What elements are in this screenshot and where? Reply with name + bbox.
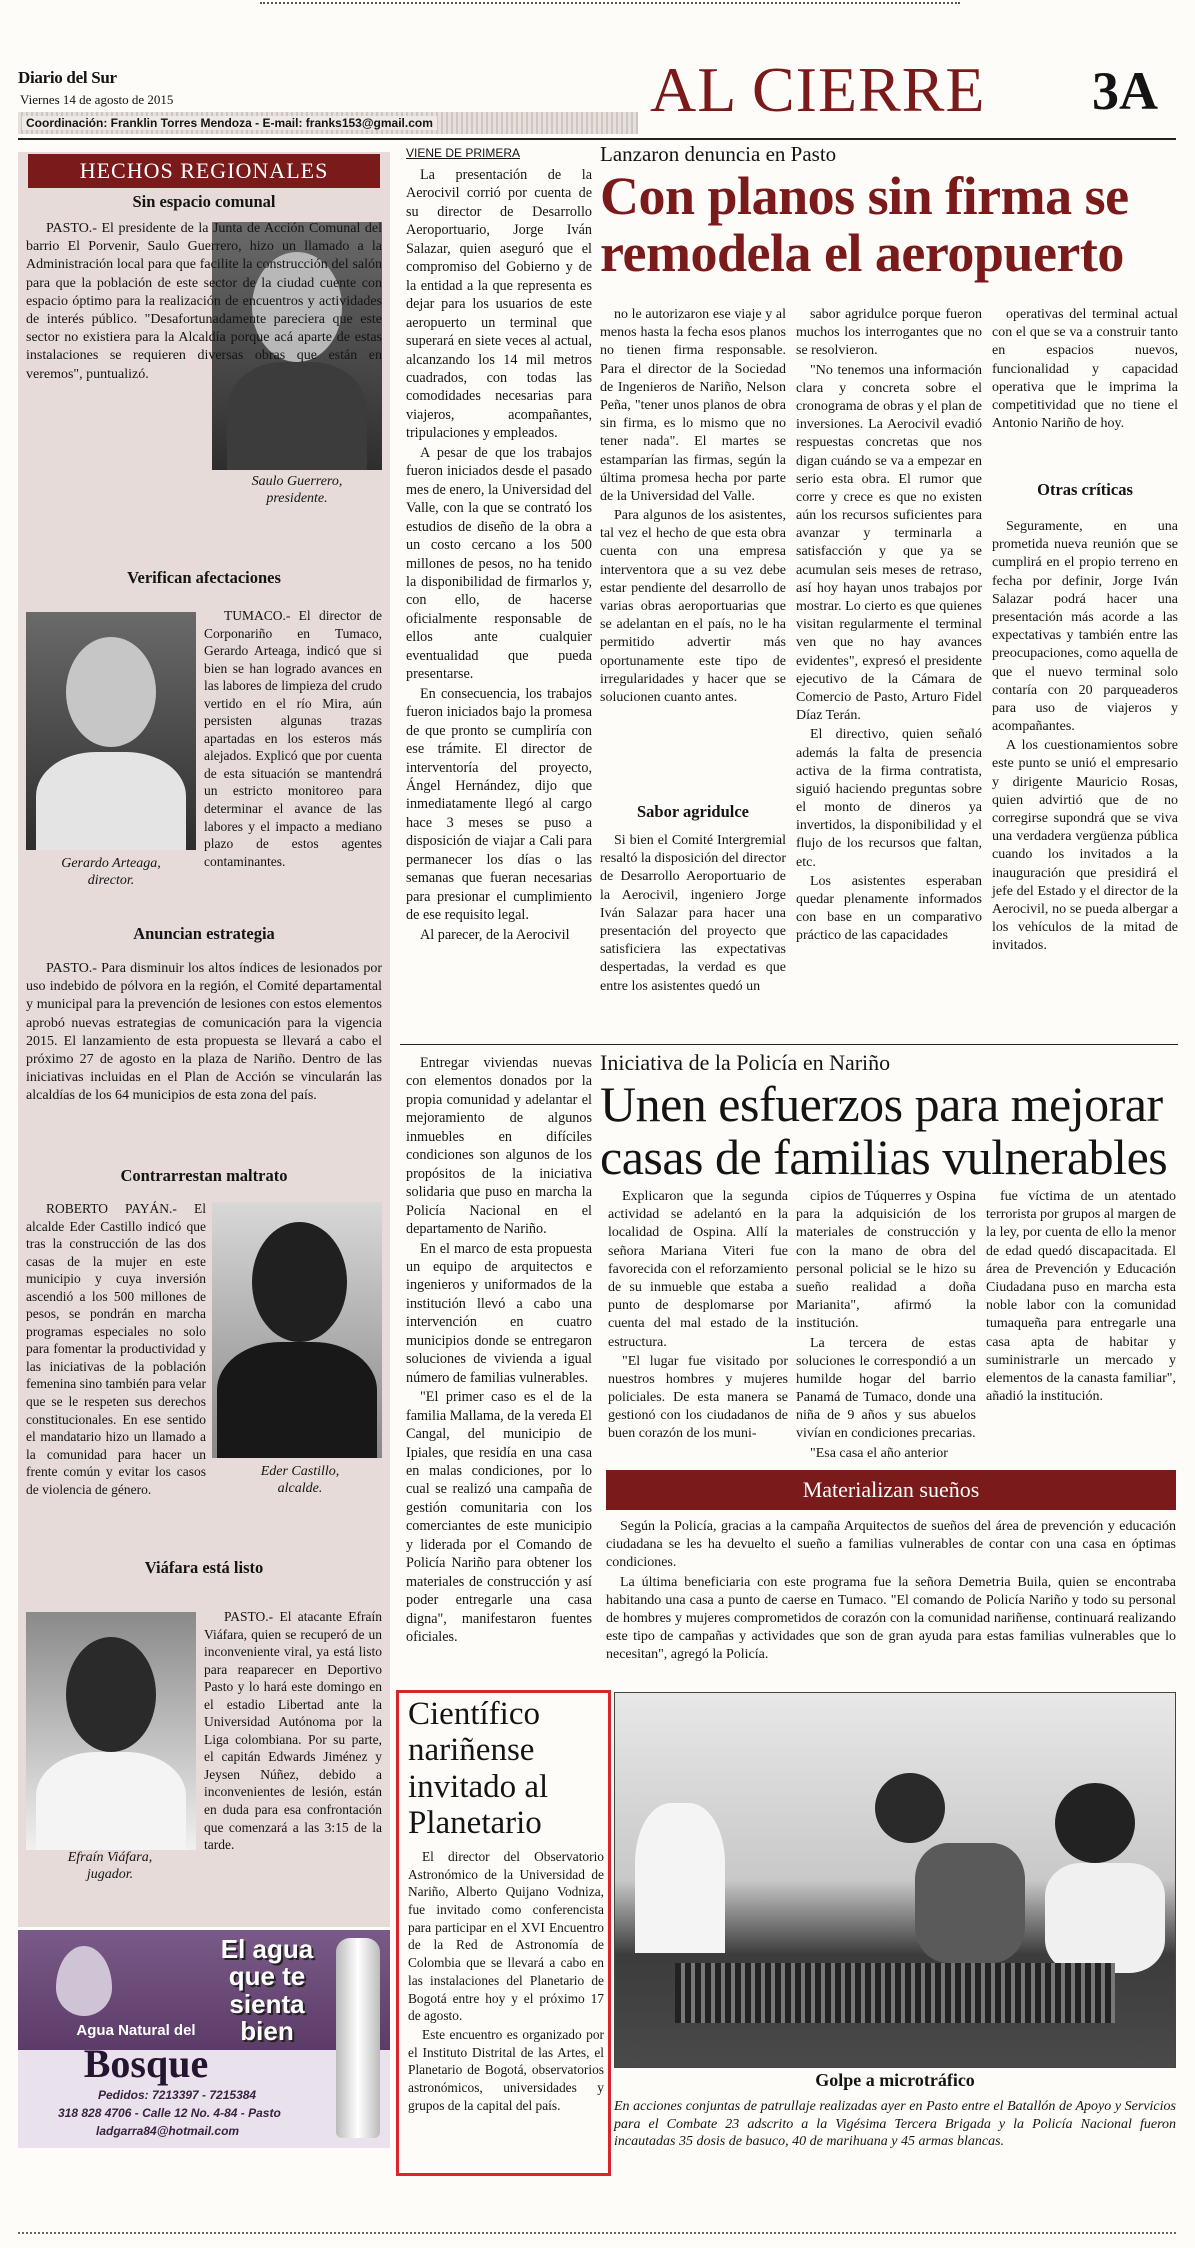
regional-photo-eder xyxy=(212,1202,382,1458)
regional-item-title: Sin espacio comunal xyxy=(132,192,276,211)
section-rule xyxy=(400,1044,1178,1045)
dreams-banner: Materializan sueños xyxy=(606,1470,1176,1510)
regional-item-title: Anuncian estrategia xyxy=(133,924,275,943)
airport-col2b: Si bien el Comité Intergremial resaltó la disposición del director de Desarrollo Aeroportuario de la Aerocivil, ingeniero Jorge Iván Salazar para hacer una presentación del proyecto que satisficiera las expectativas despertadas, la verdad es que entre los asistentes quedó un xyxy=(600,833,786,994)
dreams-text: Según la Policía, gracias a la campaña Arquitectos de sueños del área de prevención y educación ciudadana se les ha devuelto el sueño a familias vulnerables de contar con una casa en óptimas condiciones. La última beneficiaria con este programa fue la señora Demetria Buila, quien se encontraba habitando una casa a punto de caerse en Tumaco. "El comando de Policía Nariño y todo su personal de hombres y mujeres comprometidos de corazón con la comunidad nariñense, continuará realizando este tipo de campañas y actividades que son de gran ayuda para estas familias vulnerables que lo necesitan", agregó la Policía. xyxy=(606,1519,1176,1663)
top-border xyxy=(260,2,960,4)
regional-caption: Gerardo Arteaga, director. xyxy=(61,856,161,888)
regional-caption: Saulo Guerrero, presidente. xyxy=(251,474,343,506)
airport-kicker: Lanzaron denuncia en Pasto xyxy=(600,142,837,166)
regional-item-body: PASTO.- El atacante Efraín Viáfara, quien se recuperó de un inconveniente viral, ya está listo para reaparecer en Deportivo Pasto y lo hará este domingo en el estadio Libertad ante la Universidad Autónoma por la Liga colombiana. Por su parte, el capitán Edwards Jiménez y Jeysen Núñez, debido a inconvenientes de lesión, están en duda para esa confrontación que comenzará a las 3:15 de la tarde. xyxy=(204,1609,382,1853)
airport-subhead: Otras críticas xyxy=(1037,480,1133,499)
ad-contact: Pedidos: 7213397 - 7215384 xyxy=(98,2088,257,2102)
masthead-rule xyxy=(18,138,1176,140)
ad-brand-top: Agua Natural del xyxy=(76,2022,196,2039)
continued-from: VIENE DE PRIMERA xyxy=(406,146,521,160)
regional-caption: Efraín Viáfara, jugador. xyxy=(67,1850,153,1882)
regional-item-body: PASTO.- Para disminuir los altos índices de lesionados por uso indebido de pólvora en la región, el Comité departamental y municipal para la prevención de lesiones con estos elementos aprobó nuevas estrategias de comunicación para la vigencia 2015. El lanzamiento de esta propuesta se llevará a cabo el próximo 27 de agosto en la plaza de Nariño. Dentro de las iniciativas incluidas en el Plan de Acción se vincularán las alcaldías de los 64 municipios de esta zona del país. xyxy=(26,961,382,1104)
police-lead-col: Entregar viviendas nuevas con elementos donados por la propia comunidad y adelantar el mejoramiento de algunos inmuebles en difíciles condiciones son algunos de los propósitos de la iniciativa solidaria que puso en marcha la Policía Nacional en el departamento de Nariño. En el marco de esta propuesta un equipo de arquitectos e ingenieros y uniformados de la institución llevó a cabo una intervención en cuatro municipios donde se entregaron soluciones de vivienda a igual número de familias vulnerables. "El primer caso es el de la familia Mallama, de la vereda El Cangal, del municipio de Ipiales, que residía en una casa en malas condiciones, por lo cual se realizó una campaña de gestión comunitaria con los comerciantes de este municipio y liderada por el Comando de Policía Nariño para obtener los materiales de construcción y así poder entregarle una casa digna", manifestaron fuentes oficiales. xyxy=(406,1055,592,1646)
scientist-body: El director del Observatorio Astronómico de la Universidad de Nariño, Alberto Quijano Vodniza, fue invitado como conferencista para participar en el XVI Encuentro de la Red de Astronomía de Colombia que se llevará a cabo en las instalaciones del Planetario de Bogotá entre hoy y el próximo 17 de agosto. Este encuentro es organizado por el Instituto Distrital de las Artes, el Planetario de Bogotá, observatorios astronómicos, universidades y grupos de la capital del país. xyxy=(408,1849,604,2113)
airport-col4b: Seguramente, en una prometida nueva reunión que se cumplirá en el propio terreno en fecha por definir, Jorge Iván Salazar podrá hacer una presentación más acorde a las expectativas y también entre las preocupaciones, como aquella de que el nuevo terminal solo contaría con 20 parqueaderos para uso de viajeros y acompañantes. A los cuestionamientos sobre este punto se unió el empresario y dirigente Mauricio Rosas, quien advirtió que de no corregirse supondrá que se viva una verdadera vergüenza pública cuando los invitados a la inauguración que presidirá el jefe del Estado y el director de la Aerocivil, no se pueda albergar a los vehículos de la mitad de invitados. xyxy=(992,519,1178,954)
section-title: AL CIERRE xyxy=(650,54,986,125)
regional-item-body: ROBERTO PAYÁN.- El alcalde Eder Castillo indicó que tras la construcción de las dos casas de la mujer en este municipio y cuya inversión ascendió a los 500 millones de pesos, se pondrán en marcha programas especiales no solo para fomentar la productividad y las iniciativas de la población femenina sino también para velar que se le respeten sus derechos constitucionales. En ese sentido el mandatario hizo un llamado a la comunidad para hacer un frente común y evitar los casos de violencia de género. xyxy=(26,1201,206,1497)
issue-date: Viernes 14 de agosto de 2015 xyxy=(20,92,174,107)
ad-slogan: El agua que te sienta bien xyxy=(220,1934,314,2046)
airport-col2: no le autorizaron ese viaje y al menos hasta la fecha esos planos no tienen firma responsable. Para el director de la Sociedad de Ingenieros de Nariño, Nelson Peña, "tener unos planos de obra sin firma, es lo mismo que no tener nada". El martes se estamparían las firmas, según la última promesa hecha por parte de la Universidad del Valle. Para algunos de los asistentes, tal vez el hecho de que esta obra cuenta con una empresa interventora que a su vez debe estar pendiente del desarrollo de varias obras aeroportuarias que se adelantan en el país, no le ha permitido advertir más oportunamente este tipo de irregularidades y hacer que se solucionen cuanto antes. xyxy=(600,307,786,705)
regional-item-title: Verifican afectaciones xyxy=(127,568,281,587)
drug-bust-photo xyxy=(614,1692,1176,2068)
ad-drop-icon xyxy=(56,1946,112,2016)
ad-email: ladgarra84@hotmail.com xyxy=(96,2124,240,2138)
ad-contact: 318 828 4706 - Calle 12 No. 4-84 - Pasto xyxy=(58,2106,281,2120)
drug-bust-caption: En acciones conjuntas de patrullaje realizadas ayer en Pasto entre el Batallón de Apoyo y Servicios para el Combate 23 adscrito a la Vigésima Tercera Brigada y la Policía Nacional fueron incautadas 35 dosis de basuco, 40 de marihuana y 45 armas blancas. xyxy=(614,2099,1176,2149)
regional-item-title: Contrarrestan maltrato xyxy=(120,1166,288,1185)
regional-header: HECHOS REGIONALES xyxy=(28,154,380,188)
regional-caption: Eder Castillo, alcalde. xyxy=(260,1464,340,1496)
paper-name: Diario del Sur xyxy=(18,68,117,87)
airport-col3: sabor agridulce porque fueron muchos los interrogantes que no se resolvieron. "No tenemos una información clara y concreta sobre el cronograma de obras y el plan de inversiones. La Aerocivil evadió respuestas concretas que nos digan cuándo se va a empezar en serio esta obra. El rumor que corre y crece es que no existen aún los recursos suficientes para avanzar y terminarla a satisfacción y que ya se acumulan seis meses de retraso, así hoy hayan unos trabajos por mostrar. Lo cierto es que quienes visitan regularmente el terminal ven que no hay avances evidentes", expresó el presidente ejecutivo de la Cámara de Comercio de Pasto, Arturo Fidel Díaz Terán. El directivo, quien señaló además la falta de presencia activa de la firma contratista, siguió haciendo preguntas sobre el monto de dineros ya invertidos, la disponibilidad y el flujo de los recursos que faltan, etc. Los asistentes esperaban quedar plenamente informados con base en un comparativo práctico de las capacidades xyxy=(796,307,982,944)
ad-brand: Bosque xyxy=(83,2041,209,2086)
police-col3: cipios de Túquerres y Ospina para la adquisición de los materiales de construcción y con la mano de obra del personal policial se le hizo su sueño realidad a doña Marianita", afirmó la institución. La tercera de estas soluciones le correspondió a un humilde hogar del barrio Panamá de Tumaco, donde una niña de 9 años y sus abuelos vivían en condiciones precarias. "Esa casa el año anterior xyxy=(796,1189,976,1461)
regional-photo-gerardo xyxy=(26,612,196,850)
airport-headline: Con planos sin firma se remodela el aeropuerto xyxy=(600,166,1129,283)
regional-photo-efrain xyxy=(26,1612,196,1850)
airport-subhead: Sabor agridulce xyxy=(637,802,749,821)
regional-item-title: Viáfara está listo xyxy=(144,1558,264,1577)
regional-item-body: PASTO.- El presidente de la Junta de Acción Comunal del barrio El Porvenir, Saulo Guerrero, hizo un llamado a la Administración local para que facilite la construcción del salón para que la población de este sector de la ciudad cuente con espacio óptimo para la realización de encuentros y actividades de interés público. "Desafortunadamente pareciera que este sector no existiera para la Alcaldía porque acá aparte de estas instalaciones se requieren diversas obras que están en veremos", puntualizó. xyxy=(26,221,382,382)
regional-item-body: TUMACO.- El director de Corponariño en Tumaco, Gerardo Arteaga, indicó que si bien se han logrado avances en las labores de limpieza del crudo vertido en el río Mira, aún persisten algunas trazas apartadas en los esteros más alejados. Explicó que por cuenta de esta situación se mantendrá un estricto monitoreo para determinar el avance de las labores y el impacto a mediano plazo de estos agentes contaminantes. xyxy=(204,608,382,869)
police-col2: Explicaron que la segunda actividad se adelantó en la localidad de Ospina. Allí la señora Mariana Viteri fue favorecida con el reforzamiento de su inmueble que estaba a punto de desplomarse por cuenta del mal estado de la estructura. "El lugar fue visitado por nuestros hombres y mujeres policiales. De esta manera se gestionó con los ciudadanos de buen corazón de los muni- xyxy=(608,1189,788,1442)
bottom-border xyxy=(18,2232,1176,2234)
page-number: 3A xyxy=(1092,61,1158,121)
police-headline: Unen esfuerzos para mejorar casas de familias vulnerables xyxy=(600,1076,1168,1185)
drug-bust-title: Golpe a microtráfico xyxy=(815,2070,975,2090)
ad-bottle xyxy=(336,1938,380,2138)
coordination-line: Coordinación: Franklin Torres Mendoza - E-mail: franks153@gmail.com xyxy=(22,116,437,130)
police-kicker: Iniciativa de la Policía en Nariño xyxy=(600,1050,891,1075)
airport-col4: operativas del terminal actual con el que se va a construir tanto en espacios nuevos, funcionalidad y capacidad operativa que le imprima la competitividad que no tiene el Antonio Nariño de hoy. xyxy=(992,307,1178,432)
airport-col1: La presentación de la Aerocivil corrió por cuenta de su director de Desarrollo Aeroportuario, Jorge Iván Salazar, quien aseguró que el compromiso del Gobierno y de la entidad a la que representa es dejar para los usuarios de este aeropuerto un terminal que superará en siete veces al actual, alcanzando los 14 mil metros cuadrados, con todas las comodidades necesarias para viajeros, acompañantes, tripulaciones y empleados. A pesar de que los trabajos fueron iniciados desde el pasado mes de enero, la Universidad del Valle, con la que se contrató los estudios de diseño de la obra a un costo cercano a los 500 millones de pesos, no ha tenido la disponibilidad de firmarlos y, con ello, de hacerse oficialmente responsable de ellos ante cualquier eventualidad que pueda presentarse. En consecuencia, los trabajos fueron iniciados bajo la promesa de que pronto se cumpliría con ese trámite. El director de interventoría del proyecto, Ángel Hernández, dijo que inmediatamente llegó al cargo hace 3 meses se puso a disposición de viajar a Cali para permanecer los días o las semanas que fueran necesarias para presionar el cumplimiento de ese requisito legal. Al parecer, de la Aerocivil xyxy=(406,167,592,943)
scientist-headline: Científico nariñense invitado al Planetario xyxy=(408,1696,549,1841)
police-col4: fue víctima de un atentado terrorista por grupos al margen de la ley, por cuenta de ello la menor de edad quedó discapacitada. El área de Prevención y Educación Ciudadana puso en marcha esta noble labor con la comunidad tumaqueña para entregarle una casa apta de habitar y suministrarle un mercado y elementos de la canasta familiar", añadió la institución. xyxy=(986,1189,1176,1405)
water-ad xyxy=(18,1930,390,2148)
